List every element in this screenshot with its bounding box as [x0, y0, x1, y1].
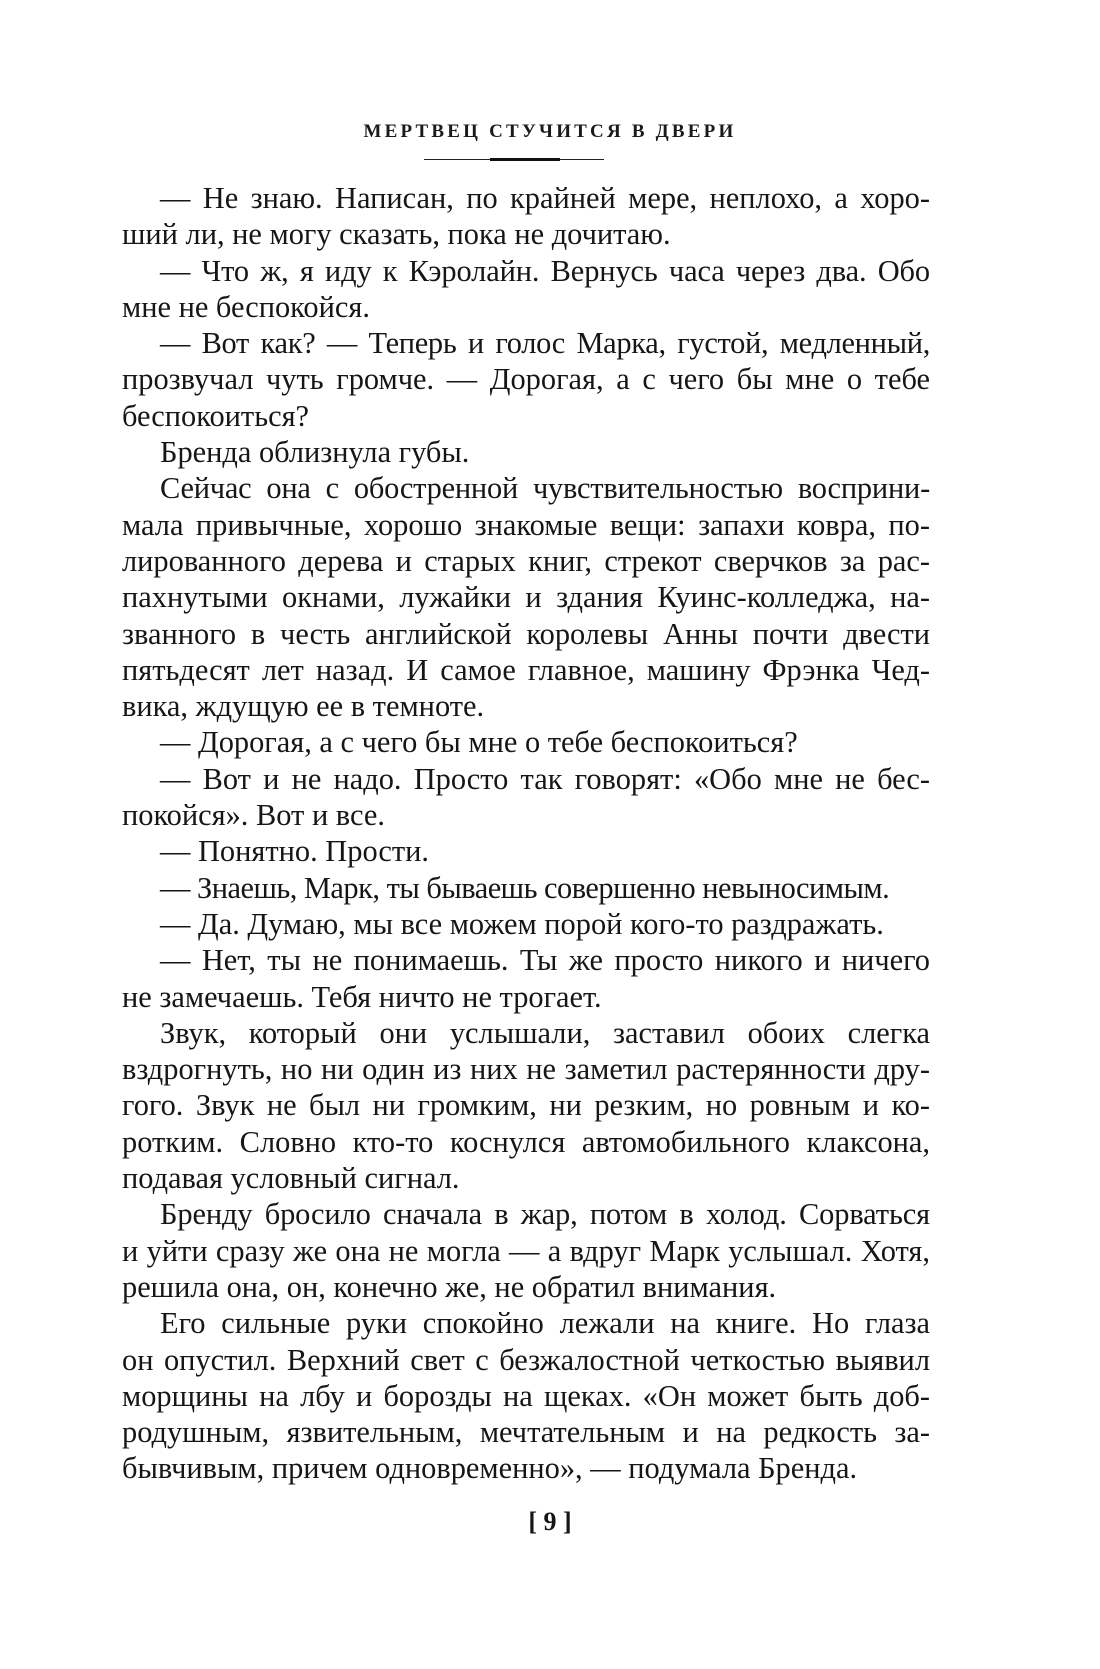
paragraph [122, 942, 930, 1015]
text-line: — Нет, ты не понимаешь. Ты же просто никого и ничего [160, 943, 930, 978]
text-line: вика, ждущую ее в темноте. [122, 689, 485, 724]
paragraph [122, 1305, 930, 1486]
header-rule-accent [490, 158, 560, 161]
text-line: ротким. Словно кто-то коснулся автомобильного клаксона, [122, 1124, 930, 1159]
text-line: он опустил. Верхний свет с безжалостной четкостью выявил [122, 1342, 930, 1377]
text-line: подавая условный сигнал. [122, 1161, 460, 1196]
text-line: — Понятно. Прости. [160, 834, 430, 869]
text-line: ший ли, не могу сказать, пока не дочитаю. [122, 217, 671, 252]
paragraph [122, 870, 930, 906]
text-line: не замечаешь. Тебя ничто не трогает. [122, 979, 602, 1014]
text-line: пахнутыми окнами, лужайки и здания Куинс-колледжа, на- [122, 580, 930, 615]
paragraph [122, 1196, 930, 1305]
paragraph [122, 724, 930, 760]
text-line: и уйти сразу же она не могла — а вдруг Марк услышал. Хотя, [122, 1233, 930, 1268]
paragraph [122, 1015, 930, 1196]
text-line: — Да. Думаю, мы все можем порой кого-то раздражать. [160, 906, 884, 941]
page-number: [ 9 ] [528, 1507, 572, 1536]
text-line: званного в честь английской королевы Анны почти двести [122, 616, 930, 651]
paragraph [122, 180, 930, 253]
paragraph [122, 833, 930, 869]
text-line: пятьдесят лет назад. И самое главное, машину Фрэнка Чед- [122, 652, 930, 687]
text-line: лированного дерева и старых книг, стрекот сверчков за рас- [122, 543, 930, 578]
text-line: бывчивым, причем одновременно», — подумала Бренда. [122, 1451, 858, 1486]
text-line: Звук, который они услышали, заставил обоих слегка [160, 1015, 930, 1050]
body-text [122, 180, 930, 1487]
text-line: прозвучал чуть громче. — Дорогая, а с чего бы мне о тебе [122, 362, 930, 397]
text-line: беспокоиться? [122, 398, 310, 433]
text-line: морщины на лбу и борозды на щеках. «Он может быть доб- [122, 1378, 930, 1413]
running-head-title: МЕРТВЕЦ СТУЧИТСЯ В ДВЕРИ [363, 121, 737, 142]
text-line: — Знаешь, Марк, ты бываешь совершенно невыносимым. [160, 870, 890, 905]
paragraph [122, 253, 930, 326]
text-line: вздрогнуть, но ни один из них не заметил растерянности дру- [122, 1052, 930, 1087]
paragraph [122, 906, 930, 942]
text-line: — Не знаю. Написан, по крайней мере, неплохо, а хоро- [160, 181, 930, 215]
text-line: Сейчас она с обостренной чувствительностью восприни- [160, 471, 930, 506]
paragraph [122, 434, 930, 470]
text-line: решила она, он, конечно же, не обратил внимания. [122, 1269, 777, 1304]
text-line: Его сильные руки спокойно лежали на книге. Но глаза [160, 1306, 930, 1341]
text-line: Бренда облизнула губы. [160, 435, 470, 470]
text-line: родушным, язвительным, мечтательным и на редкость за- [122, 1415, 930, 1450]
text-line: гого. Звук не был ни громким, ни резким, но ровным и ко- [122, 1088, 930, 1123]
text-line: — Что ж, я иду к Кэролайн. Вернусь часа через два. Обо [160, 253, 930, 288]
text-line: — Вот как? — Теперь и голос Марка, густой, медленный, [160, 326, 930, 361]
text-line: мала привычные, хорошо знакомые вещи: запахи ковра, по- [122, 507, 930, 542]
text-line: покойся». Вот и все. [122, 798, 385, 833]
paragraph [122, 470, 930, 724]
paragraph [122, 761, 930, 834]
text-line: — Дорогая, а с чего бы мне о тебе беспокоиться? [160, 725, 798, 760]
paragraph [122, 325, 930, 434]
text-line: — Вот и не надо. Просто так говорят: «Обо мне не бес- [160, 761, 930, 796]
text-line: мне не беспокойся. [122, 289, 370, 324]
text-line: Бренду бросило сначала в жар, потом в холод. Сорваться [160, 1197, 930, 1232]
